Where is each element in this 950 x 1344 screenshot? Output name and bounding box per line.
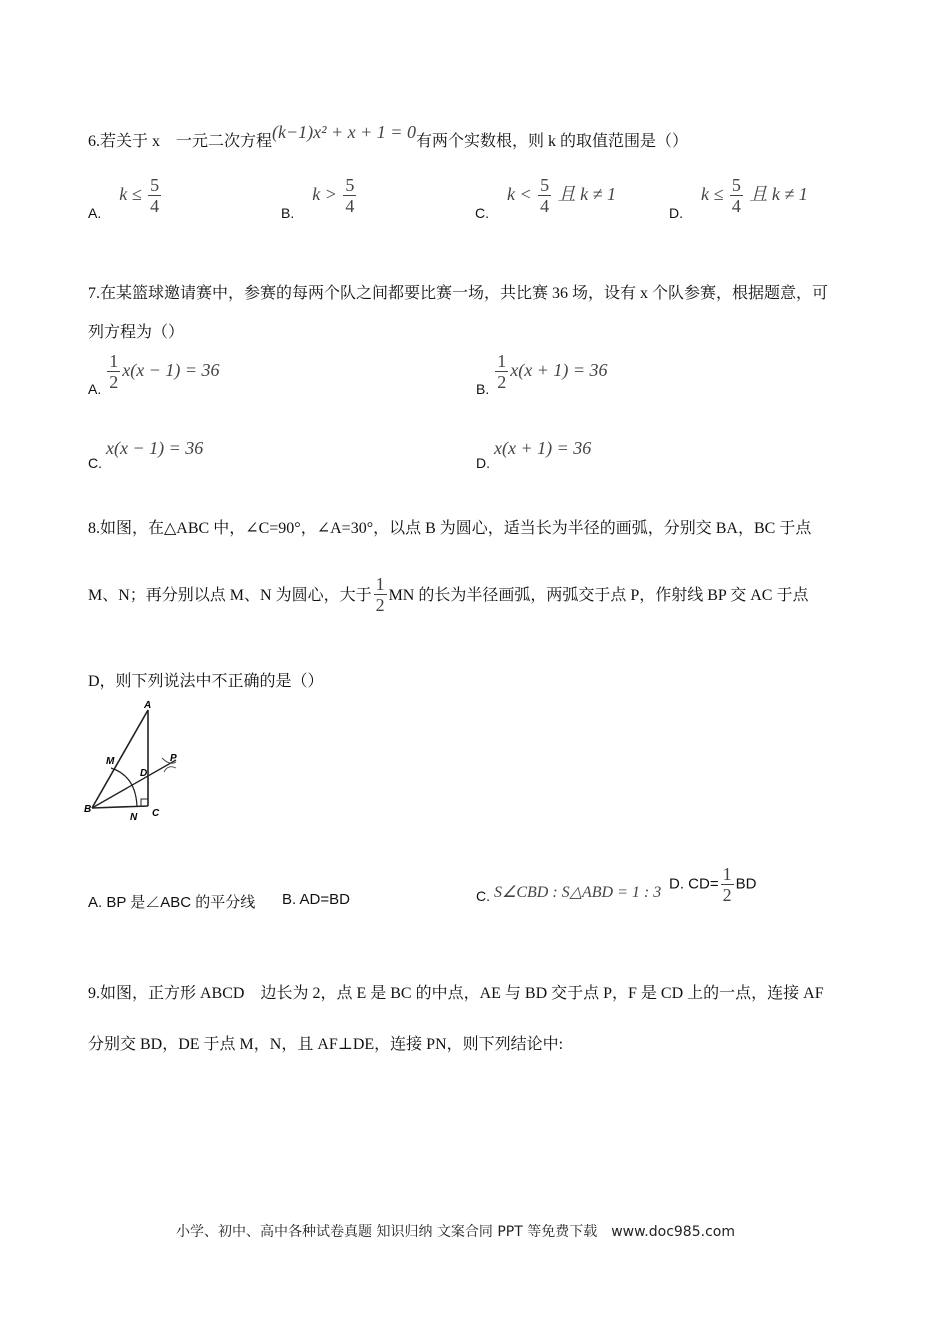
- q6-option-a-num: 5: [150, 175, 160, 195]
- q8-option-c: [476, 882, 661, 902]
- page-footer: 小学、初中、高中各种试卷真题 知识归纳 文案合同 PPT 等免费下载 www.doc985.com: [176, 1224, 735, 1240]
- q6-option-c-tail: 且 k ≠ 1: [557, 183, 617, 204]
- q7-option-a-frac: [107, 352, 120, 391]
- q8-option-d-post: BD: [735, 875, 757, 893]
- q6-option-d-label: D.: [669, 204, 683, 221]
- q6-option-b-lhs: k >: [312, 183, 337, 204]
- q8-line2-post: MN 的长为半径画弧，两弧交于点 P，作射线 BP 交 AC 于点: [388, 587, 809, 605]
- q6-option-c-den: 4: [540, 196, 550, 216]
- q6-option-a-lhs: k ≤: [119, 183, 142, 204]
- q7-line2: 列方程为（）: [88, 324, 185, 341]
- q6-option-b-label: B.: [281, 204, 295, 221]
- q8-arc-p2: [164, 767, 176, 772]
- q8-option-d-frac: [721, 865, 734, 904]
- q8-option-c-label: C.: [476, 888, 490, 904]
- q6-option-b-den: 4: [345, 196, 355, 216]
- q8-line3: D，则下列说法中不正确的是（）: [88, 673, 324, 690]
- q8-label-b: B: [84, 804, 92, 815]
- q8-option-b: B. AD=BD: [282, 891, 350, 908]
- q7-option-b-expr: [493, 351, 608, 392]
- q7-option-c: [88, 438, 204, 471]
- q8-arc-mn: [111, 768, 137, 807]
- q8-option-d: [669, 865, 756, 904]
- q8-side-ab: [92, 710, 148, 808]
- q8-label-m: M: [106, 756, 115, 767]
- q6-option-d-num: 5: [731, 175, 741, 195]
- q6-option-c-label: C.: [475, 204, 489, 221]
- q7-option-c-label: C.: [88, 455, 102, 471]
- q7-option-d: [476, 438, 592, 471]
- q8-label-n: N: [130, 812, 138, 823]
- q6-stem: [88, 122, 688, 151]
- q8-option-c-expr: S∠CBD : S△ABD = 1 : 3: [494, 884, 662, 901]
- q8-line2-frac-num: 1: [375, 574, 385, 594]
- q7-option-b-den: 2: [497, 372, 507, 392]
- q6-option-c-num: 5: [540, 175, 550, 195]
- q7-option-a: [88, 351, 220, 397]
- q8-option-d-den: 2: [722, 885, 732, 905]
- q6-prefix: 6.若关于 x 一元二次方程: [88, 133, 273, 150]
- q7-option-a-label: A.: [88, 380, 102, 397]
- q7-option-b-label: B.: [476, 380, 490, 397]
- q6-option-b-frac: [343, 176, 356, 215]
- q8-side-bc: [92, 806, 148, 808]
- q6-option-a: [88, 175, 163, 221]
- q8-option-d-num: 1: [722, 864, 732, 884]
- q9-line2: 分别交 BD，DE 于点 M，N，且 AF⊥DE，连接 PN，则下列结论中:: [88, 1036, 564, 1053]
- q6-option-a-expr: [119, 175, 163, 216]
- q6-option-a-den: 4: [150, 196, 160, 216]
- q7-option-b-frac: [495, 352, 508, 391]
- q8-option-a: A. BP 是∠ABC 的平分线: [88, 894, 256, 911]
- q6-option-d: [669, 175, 808, 221]
- q7-option-d-expr: x(x + 1) = 36: [494, 438, 592, 458]
- q6-option-d-den: 4: [731, 196, 741, 216]
- q6-option-b-num: 5: [345, 175, 355, 195]
- q7-option-d-label: D.: [476, 455, 490, 471]
- q8-figure: [84, 698, 188, 824]
- q7-option-a-num: 1: [109, 351, 119, 371]
- q6-option-c-lhs: k <: [507, 183, 532, 204]
- q8-line2: [88, 574, 809, 616]
- q8-line2-frac-den: 2: [375, 595, 385, 615]
- q7-option-b: [476, 351, 608, 397]
- q8-line2-pre: M、N；再分别以点 M、N 为圆心，大于: [88, 587, 372, 605]
- q8-option-d-pre: D. CD=: [669, 875, 719, 893]
- q6-equation: (k−1)x² + x + 1 = 0: [272, 122, 416, 142]
- q6-suffix: 有两个实数根，则 k 的取值范围是（）: [415, 133, 688, 150]
- q6-option-d-tail: 且 k ≠ 1: [749, 183, 808, 204]
- q6-option-a-frac: [148, 176, 161, 215]
- q8-label-c: C: [152, 808, 160, 819]
- q7-option-a-body: x(x − 1) = 36: [122, 359, 220, 380]
- q7-option-b-body: x(x + 1) = 36: [510, 359, 608, 380]
- q7-option-b-num: 1: [497, 351, 507, 371]
- q7-option-a-den: 2: [109, 372, 119, 392]
- q7-option-a-expr: [105, 351, 220, 392]
- q6-option-a-label: A.: [88, 204, 102, 221]
- q8-label-d: D: [140, 768, 148, 779]
- q8-label-p: P: [170, 753, 177, 764]
- q6-option-b-expr: [312, 175, 358, 216]
- q6-option-d-lhs: k ≤: [701, 183, 724, 204]
- q6-option-c-frac: [538, 176, 551, 215]
- q7-option-c-expr: x(x − 1) = 36: [106, 438, 204, 458]
- q8-right-angle-mark: [141, 799, 148, 806]
- q6-option-d-expr: [701, 175, 808, 216]
- q6-option-b: [281, 175, 358, 221]
- q8-label-a: A: [144, 700, 152, 711]
- q9-line1: 9.如图，正方形 ABCD 边长为 2，点 E 是 BC 的中点，AE 与 BD 交于点 P，F 是 CD 上的一点，连接 AF: [88, 985, 824, 1002]
- q8-ray-bp: [92, 760, 176, 808]
- q7-line1: 7.在某篮球邀请赛中，参赛的每两个队之间都要比赛一场，共比赛 36 场，设有 x 个队参赛，根据题意，可: [88, 285, 829, 302]
- q8-line2-frac: [374, 575, 387, 614]
- q6-option-c-expr: [507, 175, 617, 216]
- q6-option-d-frac: [730, 176, 743, 215]
- q6-option-c: [475, 175, 617, 221]
- q8-line1: 8.如图，在△ABC 中，∠C=90°，∠A=30°，以点 B 为圆心，适当长为半径的画弧，分别交 BA，BC 于点: [88, 520, 812, 537]
